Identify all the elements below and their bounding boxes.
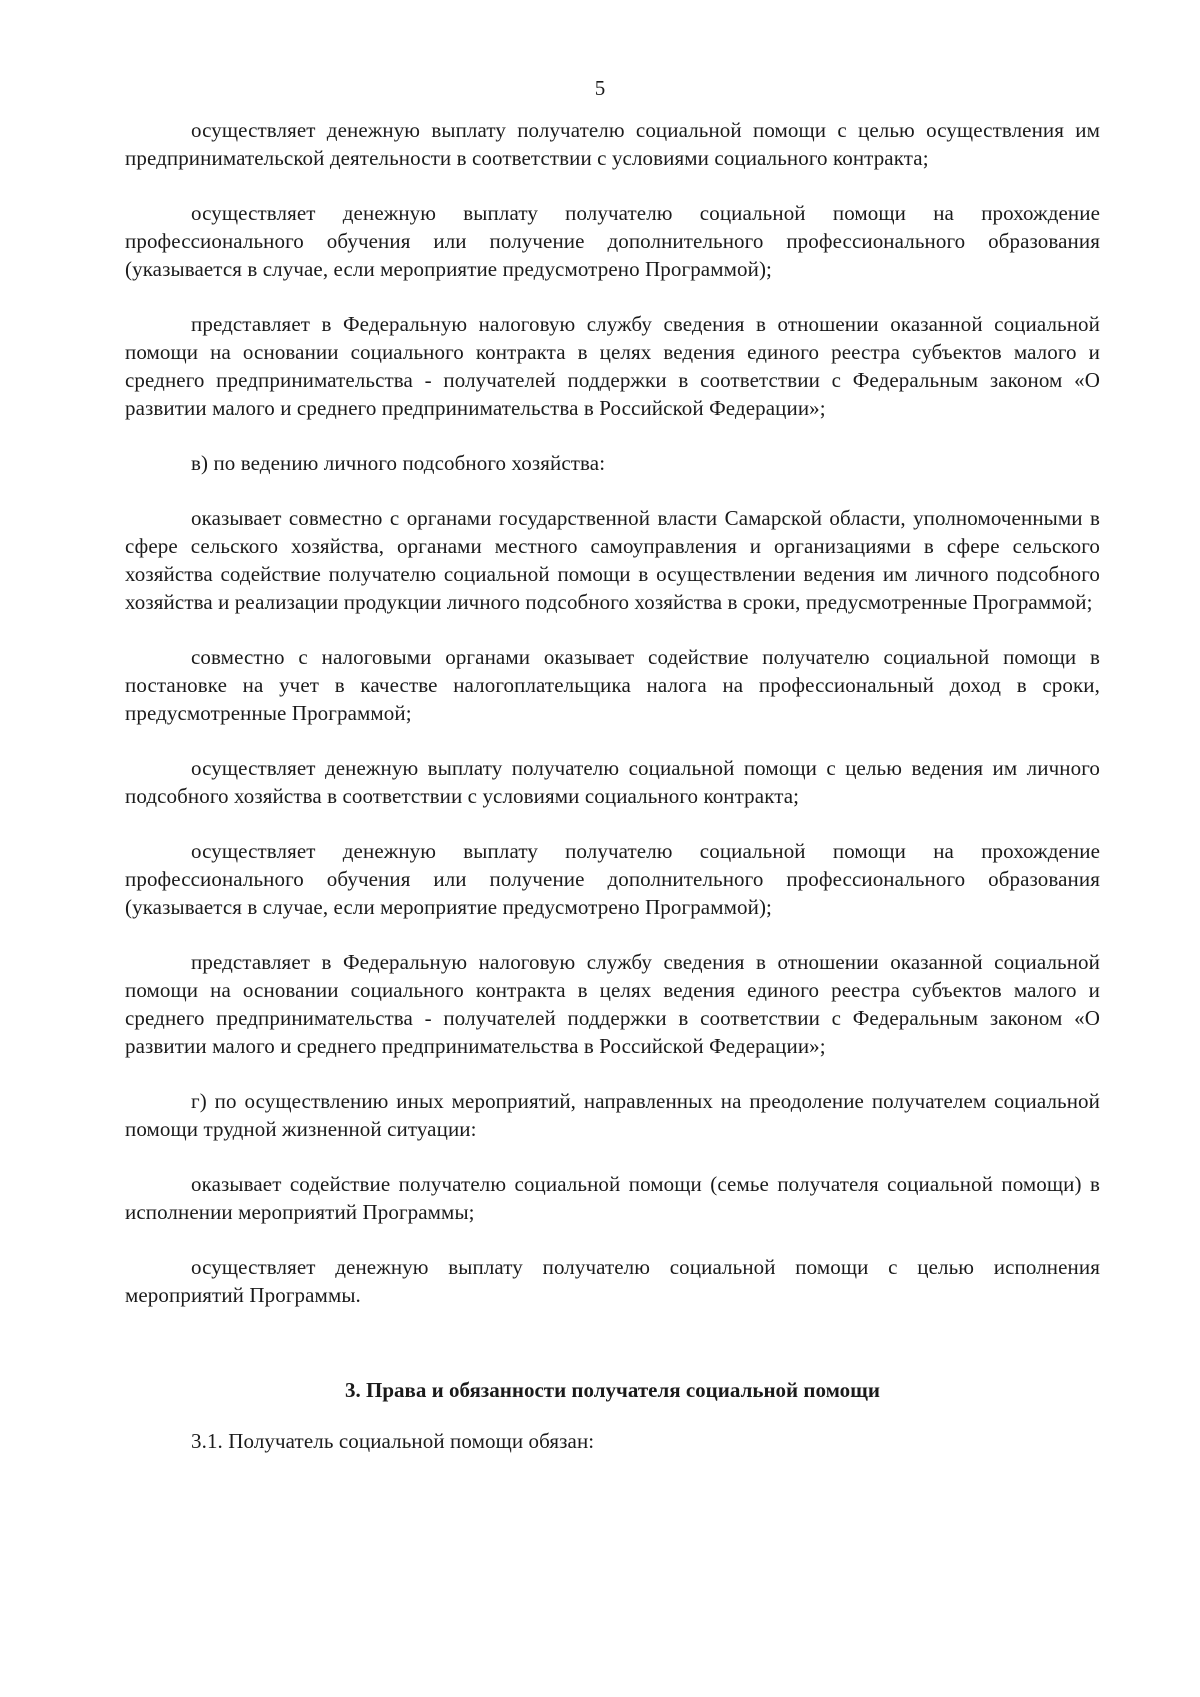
- paragraph: оказывает совместно с органами государственной власти Самарской области, уполномоченными в сфере сельского хозяйства, органами местного самоуправления и организациями в сфере сельского хозяйства содействие получателю социальной помощи в осуществлении ведения им личного подсобного хозяйства и реализации продукции личного подсобного хозяйства в сроки, предусмотренные Программой;: [125, 506, 1100, 614]
- subsection-label: в) по ведению личного подсобного хозяйства:: [191, 451, 606, 475]
- paragraph: осуществляет денежную выплату получателю социальной помощи с целью осуществления им предпринимательской деятельности в соответствии с условиями социального контракта;: [125, 118, 1100, 170]
- paragraph: 3.1. Получатель социальной помощи обязан:: [191, 1429, 595, 1453]
- paragraph: оказывает содействие получателю социальной помощи (семье получателя социальной помощи) в исполнении мероприятий Программы;: [125, 1172, 1100, 1224]
- paragraph: совместно с налоговыми органами оказывает содействие получателю социальной помощи в постановке на учет в качестве налогоплательщика налога на профессиональный доход в сроки, предусмотренные Программой;: [125, 645, 1100, 725]
- section-heading: 3. Права и обязанности получателя социальной помощи: [345, 1378, 880, 1402]
- paragraph: осуществляет денежную выплату получателю социальной помощи на прохождение профессионального обучения или получение дополнительного профессионального образования (указывается в случае, если мероприятие предусмотрено Программой);: [125, 201, 1100, 281]
- paragraph: представляет в Федеральную налоговую службу сведения в отношении оказанной социальной помощи на основании социального контракта в целях ведения единого реестра субъектов малого и среднего предпринимательства - получателей поддержки в соответствии с Федеральным законом «О развитии малого и среднего предпринимательства в Российской Федерации»;: [125, 950, 1100, 1058]
- paragraph: осуществляет денежную выплату получателю социальной помощи на прохождение профессионального обучения или получение дополнительного профессионального образования (указывается в случае, если мероприятие предусмотрено Программой);: [125, 839, 1100, 919]
- page-number: 5: [594, 76, 606, 100]
- document-body: [125, 116, 1100, 1455]
- paragraph: осуществляет денежную выплату получателю социальной помощи с целью исполнения мероприятий Программы.: [125, 1255, 1100, 1307]
- subsection-label: г) по осуществлению иных мероприятий, направленных на преодоление получателем социальной помощи трудной жизненной ситуации:: [125, 1089, 1100, 1141]
- paragraph: осуществляет денежную выплату получателю социальной помощи с целью ведения им личного подсобного хозяйства в соответствии с условиями социального контракта;: [125, 756, 1100, 808]
- paragraph: представляет в Федеральную налоговую службу сведения в отношении оказанной социальной помощи на основании социального контракта в целях ведения единого реестра субъектов малого и среднего предпринимательства - получателей поддержки в соответствии с Федеральным законом «О развитии малого и среднего предпринимательства в Российской Федерации»;: [125, 312, 1100, 420]
